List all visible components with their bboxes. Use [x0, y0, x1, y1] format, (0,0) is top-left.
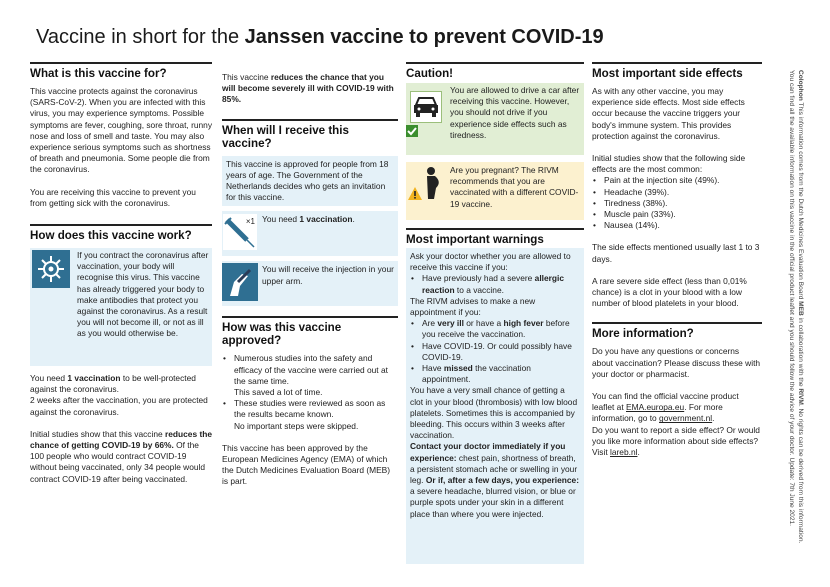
more-info-heading: More information?	[592, 322, 762, 340]
when-heading: When will I receive this vaccine?	[222, 119, 398, 150]
pregnancy-text: Are you pregnant? The RIVM recommends that you are vaccinated with a different COVID-19 vaccine.	[450, 165, 579, 209]
side-effects-text	[592, 86, 762, 309]
column-4	[592, 62, 762, 469]
side-effects-paragraph-3: The side effects mentioned usually last 1 to 3 days.	[592, 242, 760, 264]
side-effect-item: • Pain at the injection site (49%).	[592, 175, 762, 186]
side-effects-list	[592, 175, 762, 231]
pregnant-woman-icon	[422, 166, 444, 200]
more-info-text	[592, 346, 762, 458]
check-icon	[406, 125, 418, 137]
appointment-list	[410, 318, 580, 385]
column-3	[406, 62, 584, 564]
side-effects-paragraph-4: A rare severe side effect (less than 0,01% chance) is a clot in your blood with a low number of blood platelets in your blood.	[592, 275, 747, 309]
lareb-link[interactable]: lareb.nl	[610, 447, 638, 458]
government-link[interactable]: government.nl	[659, 413, 713, 424]
side-effects-paragraph-1: As with any other vaccine, you may experience side effects. Most side effects occur because the vaccine triggers your body's immune system. This provides protection against the coronavirus.	[592, 86, 745, 141]
more-info-paragraph-1: Do you have any questions or concerns about vaccination? Please discuss these with your doctor or pharmacist.	[592, 346, 761, 379]
injection-box	[222, 261, 398, 306]
immune-cell-icon	[32, 250, 70, 288]
allergy-list	[410, 273, 580, 295]
warnings-intro: Ask your doctor whether you are allowed to receive this vaccine if you:	[410, 251, 571, 273]
how-work-heading: How does this vaccine work?	[30, 224, 212, 242]
upper-arm-injection-icon	[222, 263, 258, 301]
driving-box	[406, 83, 584, 155]
ema-link[interactable]: EMA.europa.eu	[626, 402, 685, 413]
thrombosis-text: You have a very small chance of getting a clot in your blood (thrombosis) with low blood platelets. Sometimes this is accompanied by bleeding. This occurs within 3 weeks after vaccination.	[410, 385, 578, 441]
syringe-icon	[222, 213, 258, 251]
contact-doctor-text: Contact your doctor immediately if you experience: chest pain, shortness of breath, a persistent stomach ache or swelling in your leg. Or if, after a few days, you experience: a severe headache, blurred vision, or blue or purple spots under your skin in a different place than where you were injected.	[410, 441, 579, 519]
pregnancy-box	[406, 162, 584, 220]
approved-heading: How was this vaccine approved?	[222, 316, 398, 347]
caution-heading: Caution!	[406, 62, 584, 80]
vaccination-count-box	[222, 211, 398, 256]
appointment-item-covid: • Have COVID-19. Or could possibly have COVID-19.	[410, 341, 580, 363]
what-for-heading: What is this vaccine for?	[30, 62, 212, 80]
approval-item-reviewed: • These studies were reviewed as soon as the results became known. No important steps were skipped.	[222, 398, 398, 432]
column-1	[30, 62, 212, 496]
vaccination-count-label: ×1	[245, 217, 255, 227]
approved-paragraph: This vaccine has been approved by the European Medicines Agency (EMA) of which the Dutch Medicines Evaluation Board (MEB) is part.	[222, 442, 391, 487]
side-effects-paragraph-2: Initial studies show that the following side effects are the most common:	[592, 153, 746, 175]
more-info-paragraph-2: You can find the official vaccine product leaflet at EMA.europa.eu. For more information, go to government.nl.	[592, 391, 739, 424]
how-work-box	[30, 248, 212, 366]
car-icon	[410, 91, 442, 123]
approval-item-studies: • Numerous studies into the safety and efficacy of the vaccine were carried out at the same time. This saved a lot of time.	[222, 353, 398, 398]
approval-list	[222, 353, 398, 431]
warnings-heading: Most important warnings	[406, 228, 584, 246]
rivm-advice: The RIVM advises to make a new appointment if you:	[410, 295, 536, 318]
severity-reduction-text: This vaccine reduces the chance that you will become severely ill with COVID-19 with 85%.	[222, 72, 394, 105]
side-effect-item: • Tiredness (38%).	[592, 198, 762, 209]
approval-age-box: This vaccine is approved for people from 18 years of age. The Government of the Netherlands decides who gets an invitation for this vaccine.	[222, 156, 398, 207]
how-work-paragraph-3: Initial studies show that this vaccine reduces the chance of getting COVID-19 by 66%. Of the 100 people who would contract COVID-19 without being vaccinated, only 34 people would contract COVID-19 after being vaccinated.	[30, 428, 213, 484]
page-title: Vaccine in short for the Janssen vaccine to prevent COVID-19	[36, 26, 604, 48]
driving-text: You are allowed to drive a car after receiving this vaccine. However, you should not drive if you experience side effects such as tiredness.	[450, 85, 580, 140]
appointment-item-ill: • Are very ill or have a high fever before you receive the vaccination.	[410, 318, 580, 340]
what-for-paragraph-1: This vaccine protects against the coronavirus (SARS-CoV-2). When you are infected with this virus, you may experience symptoms. Possible symptoms are fever, coughing, sore throat, runny nose and loss of smell and taste. You may also experience serious symptoms such as shortness of breath and pneumonia. Some people die from the coronavirus.	[30, 86, 213, 175]
vaccination-count-text: You need 1 vaccination.	[262, 214, 355, 225]
side-effect-item: • Headache (39%).	[592, 187, 762, 198]
what-for-paragraph-2: You are receiving this vaccine to prevent you from getting sick with the coronavirus.	[30, 186, 196, 208]
approved-text	[222, 353, 398, 487]
more-info-paragraph-3: Do you want to report a side effect? Or would you like more information about side effects? Visit lareb.nl.	[592, 424, 760, 458]
allergy-item: • Have previously had a severe allergic reaction to a vaccine.	[410, 273, 580, 295]
injection-text: You will receive the injection in your upper arm.	[262, 264, 394, 286]
how-work-paragraph-2: 2 weeks after the vaccination, you are protected against the coronavirus.	[30, 395, 208, 417]
what-for-text	[30, 86, 212, 209]
appointment-item-missed: • Have missed the vaccination appointment.	[410, 363, 580, 385]
colophon	[772, 70, 804, 560]
column-2	[222, 72, 398, 499]
side-effects-heading: Most important side effects	[592, 62, 762, 80]
side-effect-item: • Muscle pain (33%).	[592, 209, 762, 220]
how-work-text	[30, 373, 212, 485]
how-work-box-text: If you contract the coronavirus after vaccination, your body will recognise this virus. This vaccine has already triggered your body to make antibodies that protect you against the coronavirus. As a result you will not become ill, or not as ill as you would otherwise be.	[77, 250, 209, 339]
side-effect-item: • Nausea (14%).	[592, 220, 762, 231]
colophon-text: Colophon This information comes from the Dutch Medicines Evaluation Board MEB in collaboration with the RIVM. No rights can be derived from this information. You can find all the available information on this vaccine in the official product leaflet and you should follow the advice of your doctor. Update: 7th June 2021.	[788, 70, 804, 544]
warning-icon	[408, 186, 422, 200]
warnings-box	[406, 248, 584, 564]
how-work-paragraph-1: You need 1 vaccination to be well-protected against the coronavirus.	[30, 373, 196, 395]
